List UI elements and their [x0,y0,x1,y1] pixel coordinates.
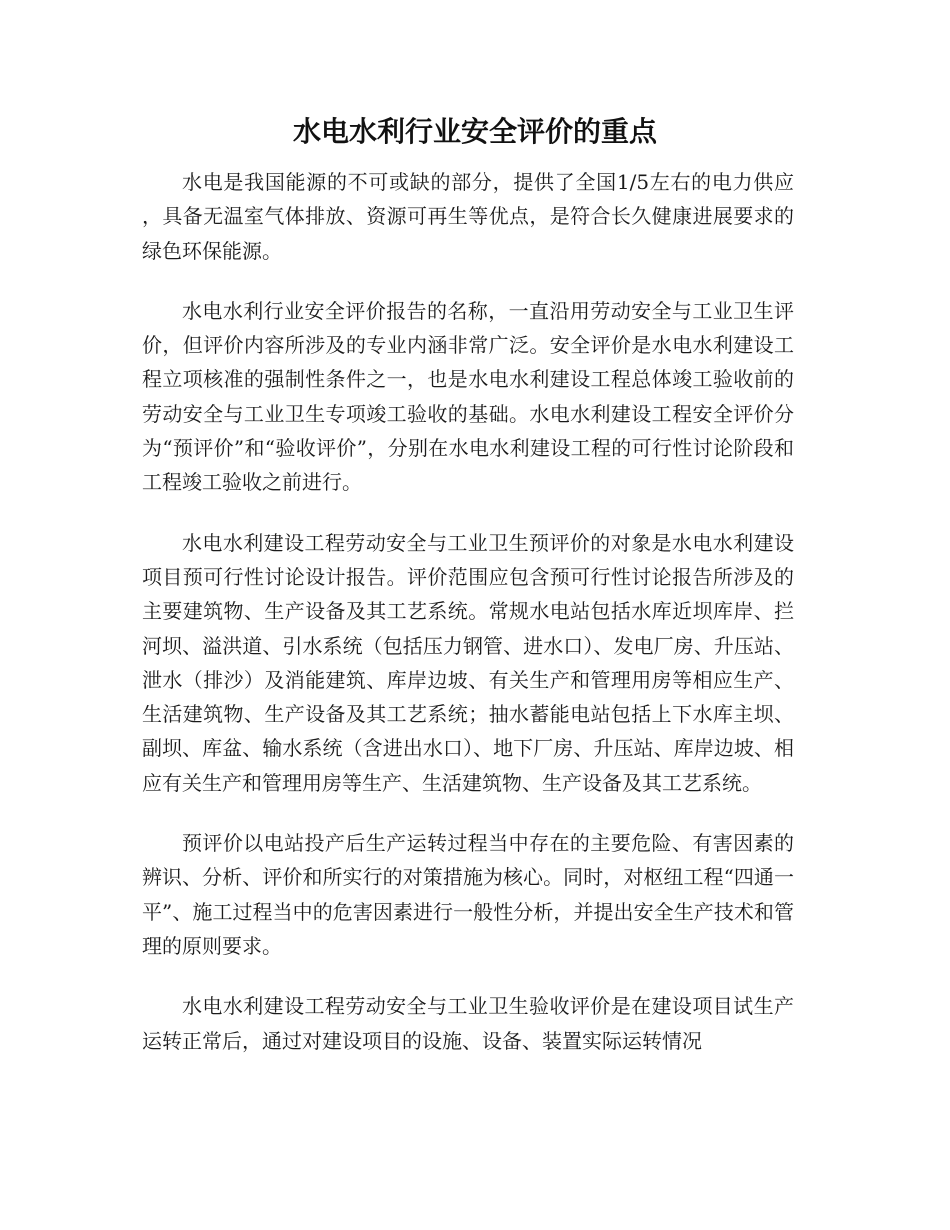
document-body [142,165,794,1084]
paragraph-1: 水电是我国能源的不可或缺的部分，提供了全国1/5左右的电力供应，具备无温室气体排放、资源可再生等优点，是符合长久健康进展要求的绿色环保能源。 [142,170,794,263]
document-title: 水电水利行业安全评价的重点 [292,115,657,148]
paragraph-2: 水电水利行业安全评价报告的名称，一直沿用劳动安全与工业卫生评价，但评价内容所涉及的专业内涵非常广泛。安全评价是水电水利建设工程立项核准的强制性条件之一，也是水电水利建设工程总体竣工验收前的劳动安全与工业卫生专项竣工验收的基础。水电水利建设工程安全评价分为“预评价”和“验收评价”，分别在水电水利建设工程的可行性讨论阶段和工程竣工验收之前进行。 [142,298,794,495]
paragraph-5: 水电水利建设工程劳动安全与工业卫生验收评价是在建设项目试生产运转正常后，通过对建设项目的设施、设备、装置实际运转情况 [142,994,794,1053]
paragraph-4: 预评价以电站投产后生产运转过程当中存在的主要危险、有害因素的辨识、分析、评价和所实行的对策措施为核心。同时，对枢纽工程“四通一平”、施工过程当中的危害因素进行一般性分析，并提出安全生产技术和管理的原则要求。 [142,831,794,958]
paragraph-3: 水电水利建设工程劳动安全与工业卫生预评价的对象是水电水利建设项目预可行性讨论设计报告。评价范围应包含预可行性讨论报告所涉及的主要建筑物、生产设备及其工艺系统。常规水电站包括水库近坝库岸、拦河坝、溢洪道、引水系统（包括压力钢管、进水口）、发电厂房、升压站、泄水（排沙）及消能建筑、库岸边坡、有关生产和管理用房等相应生产、生活建筑物、生产设备及其工艺系统；抽水蓄能电站包括上下水库主坝、副坝、库盆、输水系统（含进出水口）、地下厂房、升压站、库岸边坡、相应有关生产和管理用房等生产、生活建筑物、生产设备及其工艺系统。 [142,530,794,795]
